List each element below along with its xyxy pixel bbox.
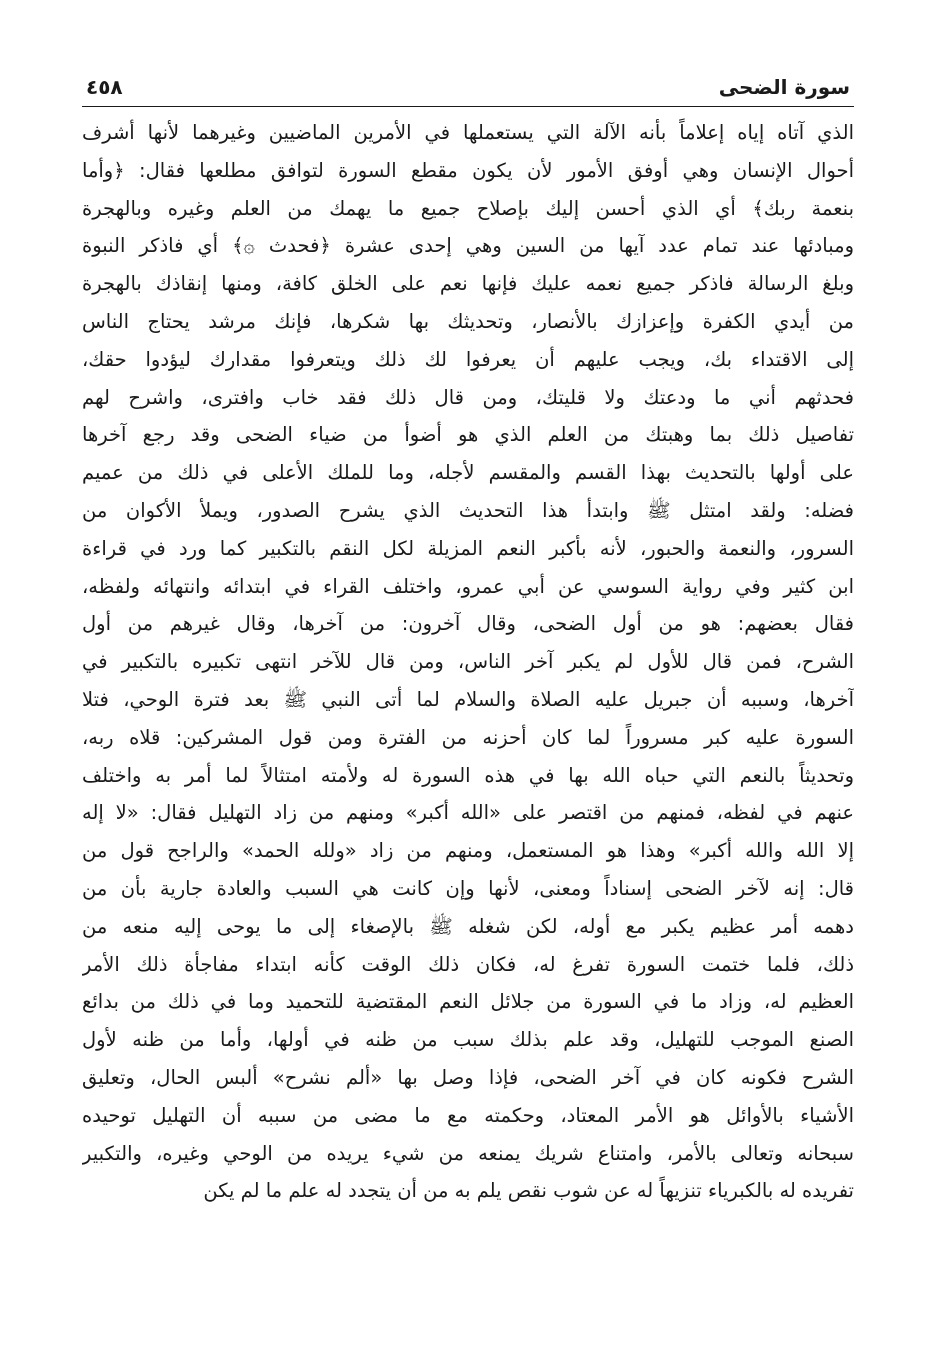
text-line: الشرح فكونه كان في آخر الضحى، فإذا وصل بها «ألم نشرح» ألبس الحال، وتعليق: [82, 1065, 854, 1089]
text-line: وتحديثاً بالنعم التي حباه الله بها في هذه السورة له ولأمته امتثالاً لما أمر به واختلف: [82, 763, 854, 787]
page-header: [82, 70, 854, 104]
text-line: ابن كثير وفي رواية السوسي عن أبي عمرو، واختلف القراء في ابتدائه وانتهائه ولفظه،: [82, 574, 854, 598]
text-line: الشرح، فمن قال للأول لم يكبر آخر الناس، ومن قال للآخر انتهى تكبيره بالتكبير في: [82, 650, 854, 674]
text-line: السرور، والنعمة والحبور، لأنه بأكبر النعم المزيلة لكل النقم بالتكبير كما ورد في قراءة: [82, 536, 854, 560]
body-text: [82, 114, 854, 1210]
text-line: من أيدي الكفرة وإعزازك بالأنصار، وتحديثك بها شكرها، فإنك مرشد يحتاج الناس: [82, 309, 854, 333]
text-line: الأشياء بالأوائل هو الأمر المعتاد، وحكمته مع ما مضى من سببه أن التهليل توحيده: [82, 1103, 854, 1127]
text-line: السورة عليه كبر مسروراً لما كان أحزنه من الفترة ومن قول المشركين: قلاه ربه،: [82, 725, 854, 749]
text-line: الصنع الموجب للتهليل، وقد علم بذلك سبب من ظنه في أولها، وأما من ظنه لأول: [82, 1028, 854, 1052]
text-line: فضله: ولقد امتثل ﷺ وابتدأ هذا التحديث الذي يشرح الصدور، ويملأ الأكوان من: [82, 498, 854, 522]
text-line: ومبادئها عند تمام عدد آيها من السين وهي إحدى عشرة ﴿فحدث ۞﴾ أي فاذكر النبوة: [82, 234, 854, 258]
text-line: ذلك، فلما ختمت السورة تفرغ له، فكان ذلك الوقت كأنه ابتداء مفاجأة ذلك الأمر: [82, 952, 854, 976]
text-line: أحوال الإنسان وهي أوفق الأمور لأن يكون مقطع السورة لتوافق مطلعها فقال: ﴿وأما: [82, 158, 854, 182]
text-line: العظيم له، وزاد ما في السورة من جلائل النعم المقتضية للتحميد وما في ذلك من بدائع: [82, 990, 854, 1014]
page-number: ٤٥٨: [86, 75, 123, 99]
text-line: بنعمة ربك﴾ أي الذي أحسن إليك بإصلاح جميع ما يهمك من العلم وغيره وبالهجرة: [82, 196, 854, 220]
text-line: وبلغ الرسالة فاذكر جميع نعمه عليك فإنها نعم على الخلق كافة، ومنها إنقاذك بالهجرة: [82, 272, 854, 296]
text-line: قال: إنه لآخر الضحى إسناداً ومعنى، لأنها وإن كانت هي السبب والعادة جارية بأن من: [82, 876, 854, 900]
header-rule: [82, 106, 854, 107]
text-line: فحدثهم أني ما ودعتك ولا قليتك، ومن قال ذلك فقد خاب وافترى، واشرح لهم: [82, 385, 854, 409]
text-line: تفاصيل ذلك بما وهبتك من العلم الذي هو أضوأ من ضياء الضحى وقد رجع آخرها: [82, 423, 854, 447]
text-line: تفريده له بالكبرياء تنزيهاً له عن شوب نقص يلم به من أن يتجدد له علم ما لم يكن: [203, 1179, 854, 1203]
text-line: إلا الله والله أكبر» وهذا هو المستعمل، ومنهم من زاد «ولله الحمد» والراجح قول من: [82, 839, 854, 863]
surah-title: سورة الضحى: [718, 75, 850, 99]
text-line: آخرها، وسببه أن جبريل عليه الصلاة والسلام لما أتى النبي ﷺ بعد فترة الوحي، فتلا: [82, 687, 854, 711]
text-line: الذي آتاه إياه إعلاماً بأنه الآلة التي يستعملها في الأمرين الماضيين وغيرهما لأنها أشرف: [82, 121, 854, 144]
text-line: على أولها بالتحديث بهذا القسم والمقسم لأجله، وما للملك الأعلى في ذلك من عميم: [82, 461, 854, 485]
text-line: عنهم في لفظه، فمنهم من اقتصر على «الله أكبر» ومنهم من زاد التهليل فقال: «لا إله: [82, 801, 854, 825]
text-line: سبحانه وتعالى بالأمر، وامتناع شريك يمنعه من شيء يريده من الوحي وغيره، والتكبير: [82, 1141, 854, 1165]
text-line: فقال بعضهم: هو من أول الضحى، وقال آخرون: من آخرها، وقال غيرهم من أول: [82, 612, 854, 636]
text-line: إلى الاقتداء بك، ويجب عليهم أن يعرفوا لك ذلك ويتعرفوا مقدارك ليؤدوا حقك،: [82, 347, 854, 371]
text-line: دهمه أمر عظيم يكبر مع أوله، لكن شغله ﷺ بالإصغاء إلى ما يوحى إليه منعه من: [82, 914, 854, 938]
book-page: [82, 70, 854, 1210]
